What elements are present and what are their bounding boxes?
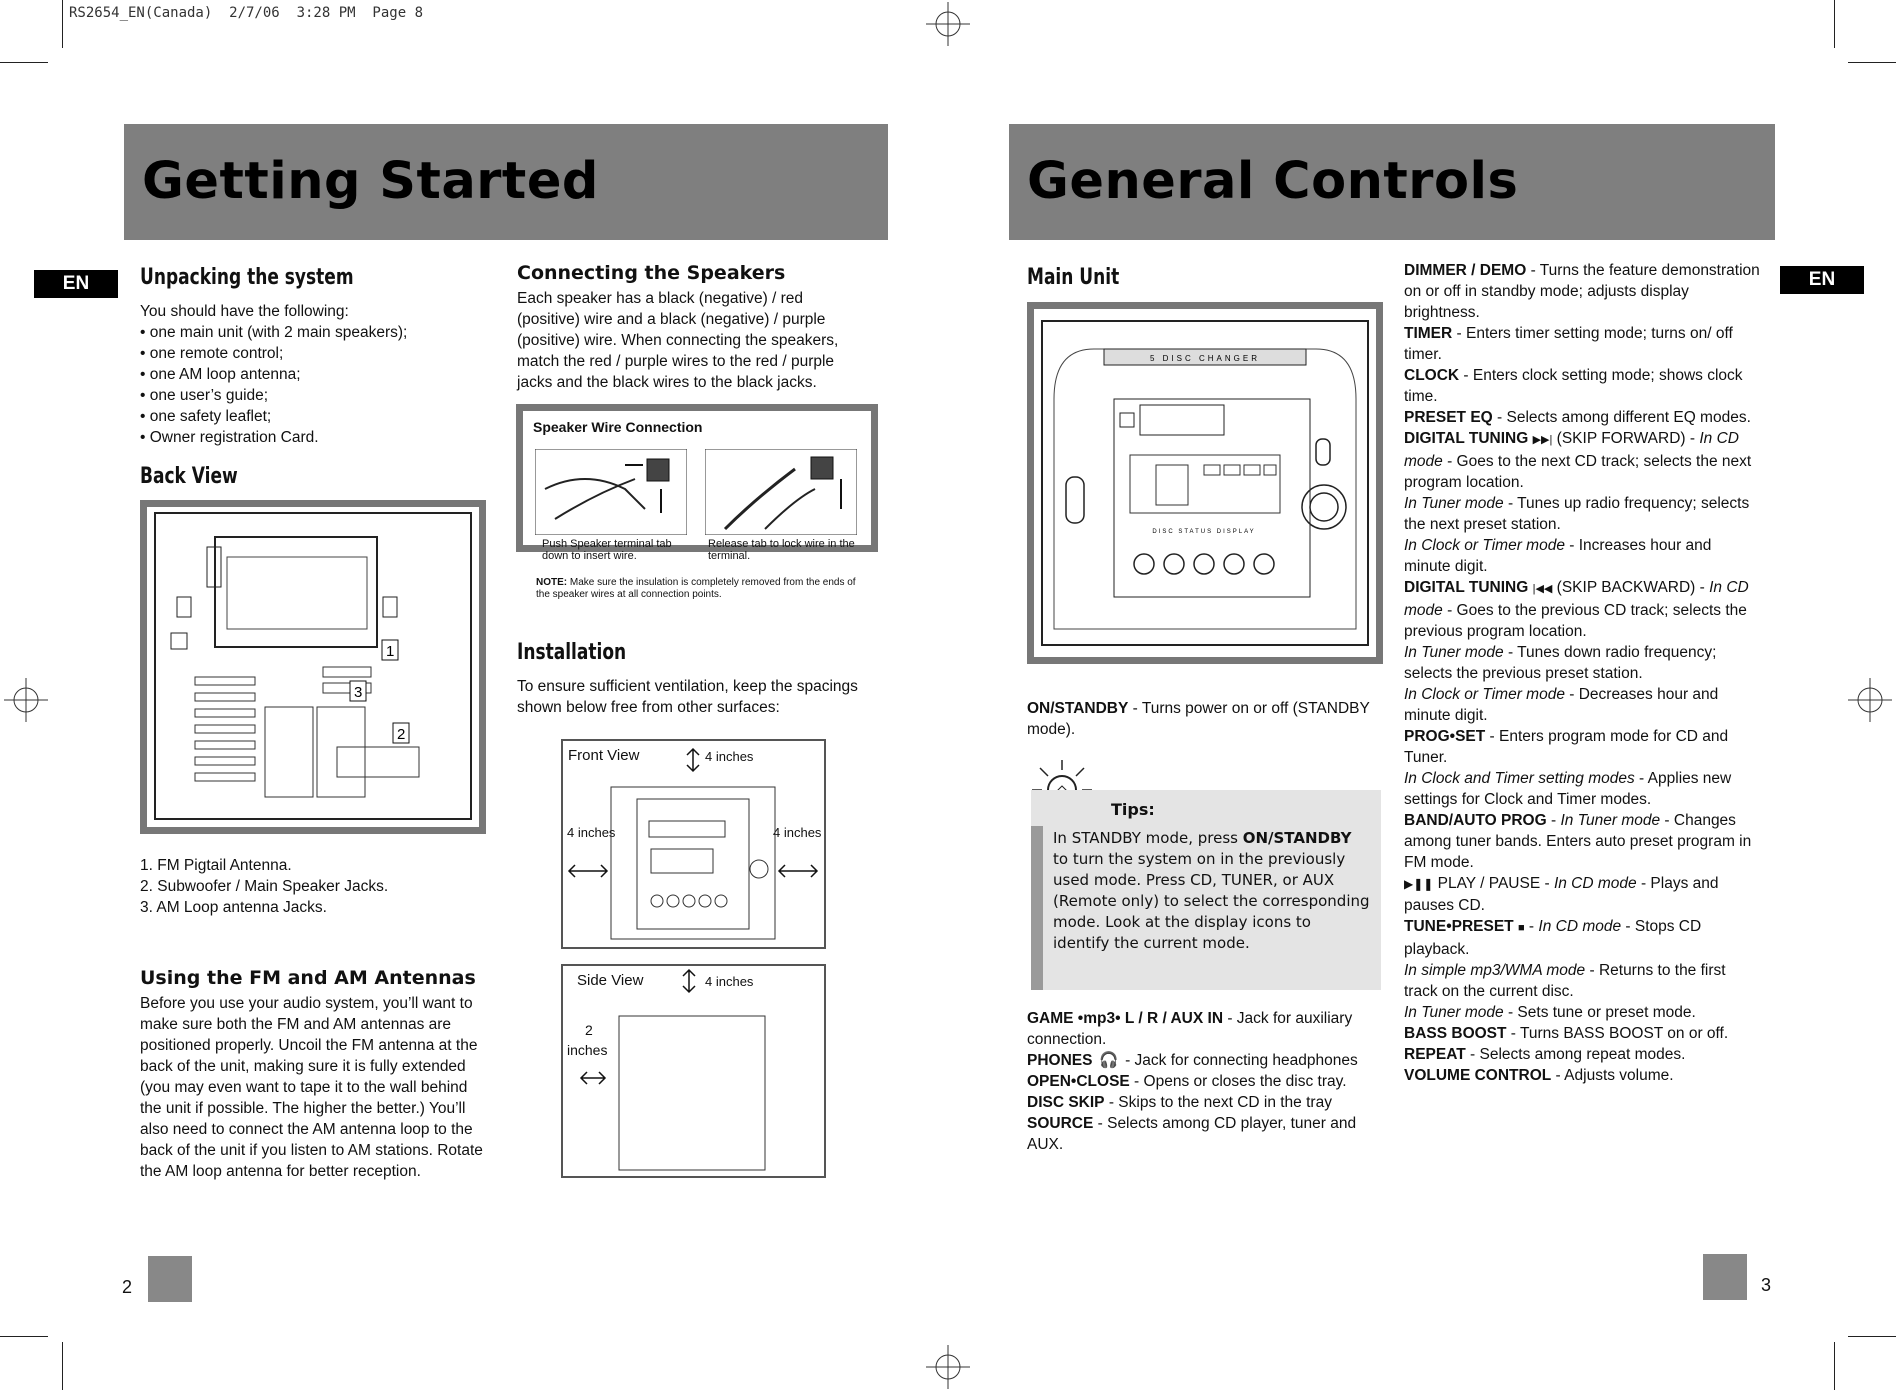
crop-mark <box>0 62 48 63</box>
control-text: - Enters program mode for CD and Tuner. <box>1404 728 1729 766</box>
control-item <box>1404 407 1760 428</box>
control-label: OPEN•CLOSE <box>1027 1073 1130 1090</box>
mode-label: In CD mode <box>1404 579 1749 619</box>
control-item <box>1404 916 1760 960</box>
callout-1: 1 <box>386 643 395 660</box>
callout-2: 2 <box>397 726 406 743</box>
page-title: General Controls <box>1027 152 1519 211</box>
control-item <box>1404 1023 1760 1044</box>
main-unit-heading: Main Unit <box>1027 265 1120 290</box>
controls-list <box>1404 260 1760 1086</box>
control-item <box>1404 642 1760 684</box>
control-label: PROG•SET <box>1404 728 1486 745</box>
control-item <box>1404 684 1760 726</box>
dim-side-2: 2 <box>585 1022 593 1038</box>
control-item <box>1404 323 1760 365</box>
release-tab-illustration <box>705 449 857 535</box>
control-text: - Returns to the first track on the current disc. <box>1404 962 1726 1000</box>
crop-mark <box>62 1342 63 1390</box>
page-title: Getting Started <box>142 152 599 211</box>
lower-controls <box>1027 1008 1377 1155</box>
control-text: - Selects among CD player, tuner and AUX. <box>1027 1115 1357 1153</box>
dim-left: 4 inches <box>567 825 616 840</box>
list-item: • Owner registration Card. <box>140 427 490 448</box>
legend-item: 3. AM Loop antenna Jacks. <box>140 899 327 916</box>
list-item: • one AM loop antenna; <box>140 364 490 385</box>
control-label: DIGITAL TUNING <box>1404 579 1529 596</box>
control-item <box>1404 577 1760 642</box>
control-item <box>1404 960 1760 1002</box>
control-item <box>1404 810 1760 873</box>
control-text: - Sets tune or preset mode. <box>1503 1004 1696 1021</box>
registration-mark-top <box>926 2 970 46</box>
control-label: DISC SKIP <box>1027 1094 1105 1111</box>
control-label: DIGITAL TUNING <box>1404 430 1529 447</box>
unit-back-illustration <box>147 507 479 827</box>
mode-label: In CD mode <box>1553 875 1637 892</box>
main-unit-illustration <box>1034 309 1376 657</box>
control-item <box>1027 1008 1377 1050</box>
control-label: PHONES <box>1027 1052 1093 1069</box>
control-label: BAND/AUTO PROG <box>1404 812 1547 829</box>
control-text: - Plays and pauses CD. <box>1404 875 1719 914</box>
note-text: Make sure the insulation is completely removed from the ends of the speaker wires at all connection points. <box>536 577 856 600</box>
crop-mark <box>1848 62 1896 63</box>
control-text: - Increases hour and minute digit. <box>1404 537 1712 575</box>
legend-item: 1. FM Pigtail Antenna. <box>140 857 292 874</box>
control-item <box>1027 1113 1377 1155</box>
control-item <box>1404 260 1760 323</box>
dim-side-top: 4 inches <box>705 974 754 989</box>
mode-label: In CD mode <box>1538 918 1622 935</box>
device-label: 5 DISC CHANGER <box>1149 354 1261 363</box>
control-item <box>1404 1044 1760 1065</box>
control-label: SOURCE <box>1027 1115 1094 1132</box>
control-text: - Changes among tuner bands. Enters auto preset program in FM mode. <box>1404 812 1752 871</box>
crop-mark <box>62 0 63 48</box>
speaker-note <box>536 577 856 601</box>
antennas-body: Before you use your audio system, you’ll want to make sure both the FM and AM antennas are positioned properly. Uncoil the FM antenna at the back of the unit, making sure it is fully extended (you may even want to tape it to the wall behind the unit if possible. The higher the better.) You’ll also need to connect the AM antenna loop to the back of the unit if you listen to AM stations. Rotate the AM loop antenna for better reception. <box>140 995 483 1180</box>
skip-backward-icon: |◀◀ <box>1532 583 1553 595</box>
control-label: BASS BOOST <box>1404 1025 1507 1042</box>
control-item <box>1404 1065 1760 1086</box>
print-header: RS2654_EN(Canada) 2/7/06 3:28 PM Page 8 <box>69 5 424 21</box>
dim-side-inches: inches <box>567 1042 608 1058</box>
control-text: - Adjusts volume. <box>1551 1067 1674 1084</box>
crop-mark <box>0 1336 48 1337</box>
back-view-legend <box>140 855 480 918</box>
list-item: • one user’s guide; <box>140 385 490 406</box>
control-label: GAME •mp3• L / R / AUX IN <box>1027 1010 1224 1027</box>
control-text: - Selects among different EQ modes. <box>1492 409 1751 426</box>
mode-label: In Tuner mode <box>1404 495 1504 512</box>
tips-title: Tips: <box>1111 800 1155 819</box>
mode-label: In Clock and Timer setting modes <box>1404 770 1635 787</box>
language-tab: EN <box>1780 266 1864 294</box>
tips-text-b: to turn the system on in the previously used mode. Press CD, TUNER, or AUX (Remote only) to select the corresponding mode. Look at the display icons to identify the current mode. <box>1053 850 1370 952</box>
control-text: - Skips to the next CD in the tray <box>1104 1094 1332 1111</box>
list-item: • one remote control; <box>140 343 490 364</box>
display-label: DISC STATUS DISPLAY <box>1152 529 1256 535</box>
control-label: TIMER <box>1404 325 1453 342</box>
page-tab-right <box>1703 1254 1747 1300</box>
control-item <box>1404 768 1760 810</box>
dim-top: 4 inches <box>705 749 754 764</box>
side-view-label: Side View <box>577 972 644 989</box>
control-label: REPEAT <box>1404 1046 1466 1063</box>
control-text: - Applies new settings for Clock and Timer modes. <box>1404 770 1732 808</box>
back-view-heading: Back View <box>140 464 238 489</box>
crop-mark <box>1834 1342 1835 1390</box>
control-item <box>1404 1002 1760 1023</box>
mode-label: In Clock or Timer mode <box>1404 686 1565 703</box>
control-text: - Goes to the next CD track; selects the next program location. <box>1404 453 1752 491</box>
page-number-left: 2 <box>122 1277 133 1297</box>
antennas-heading: Using the FM and AM Antennas <box>140 967 476 989</box>
mode-label: In Tuner mode <box>1560 812 1661 829</box>
tips-left-bar <box>1031 826 1043 990</box>
control-item <box>1404 493 1760 535</box>
mode-label: In Clock or Timer mode <box>1404 537 1565 554</box>
language-tab: EN <box>34 270 118 298</box>
headphones-icon: 🎧 <box>1099 1052 1119 1069</box>
control-text: (SKIP FORWARD) - <box>1552 430 1700 447</box>
tips-text-bold: ON/STANDBY <box>1242 829 1352 847</box>
on-standby-label: ON/STANDBY <box>1027 700 1129 717</box>
control-label: DIMMER / DEMO <box>1404 262 1527 279</box>
play-pause-icon: ▶❚❚ <box>1404 877 1434 891</box>
back-view-figure <box>140 500 486 834</box>
control-text: - Turns BASS BOOST on or off. <box>1506 1025 1729 1042</box>
control-text: - Selects among repeat modes. <box>1465 1046 1686 1063</box>
crop-mark <box>1834 0 1835 48</box>
control-item <box>1404 726 1760 768</box>
side-view-figure <box>561 964 826 1178</box>
control-text: (SKIP BACKWARD) - <box>1552 579 1710 596</box>
figure-title: Speaker Wire Connection <box>533 419 703 435</box>
installation-body: To ensure sufficient ventilation, keep the spacings shown below free from other surfaces: <box>517 678 858 716</box>
list-item: • one main unit (with 2 main speakers); <box>140 322 490 343</box>
control-label: TUNE•PRESET <box>1404 918 1514 935</box>
control-item <box>1027 1071 1377 1092</box>
tips-box <box>1031 790 1381 990</box>
list-item: • one safety leaflet; <box>140 406 490 427</box>
unpacking-list <box>140 301 490 448</box>
front-view-illustration <box>563 741 824 947</box>
control-text: - Opens or closes the disc tray. <box>1129 1073 1347 1090</box>
control-text: - Enters timer setting mode; turns on/ off timer. <box>1404 325 1733 363</box>
unpacking-heading: Unpacking the system <box>140 265 354 290</box>
tips-text-a: In STANDBY mode, press <box>1053 829 1243 847</box>
control-text: - Decreases hour and minute digit. <box>1404 686 1719 724</box>
legend-item: 2. Subwoofer / Main Speaker Jacks. <box>140 878 389 895</box>
front-view-label: Front View <box>568 747 640 764</box>
unpacking-intro: You should have the following: <box>140 303 349 320</box>
mode-label: In CD mode <box>1404 430 1739 470</box>
control-text: - Goes to the previous CD track; selects the previous program location. <box>1404 602 1747 640</box>
mode-label: In Tuner mode <box>1404 644 1504 661</box>
callout-3: 3 <box>354 684 363 701</box>
control-item <box>1027 1092 1377 1113</box>
main-unit-figure <box>1027 302 1383 664</box>
page-tab-left <box>148 1256 192 1302</box>
left-title-banner <box>124 124 888 240</box>
dim-right: 4 inches <box>773 825 822 840</box>
speakers-heading: Connecting the Speakers <box>517 262 786 284</box>
control-text: - Jack for connecting headphones <box>1120 1052 1358 1069</box>
control-label: PRESET EQ <box>1404 409 1493 426</box>
control-text: - Tunes up radio frequency; selects the next preset station. <box>1404 495 1750 533</box>
registration-mark-left <box>4 678 48 722</box>
control-text: - Turns the feature demonstration on or off in standby mode; adjusts display brightness. <box>1404 262 1760 321</box>
control-text: - Enters clock setting mode; shows clock time. <box>1404 367 1743 405</box>
control-text: - Stops CD playback. <box>1404 918 1702 958</box>
side-view-illustration <box>563 966 824 1176</box>
on-standby-desc <box>1027 698 1377 740</box>
caption-release-text: Release tab to lock wire in the terminal. <box>708 538 855 562</box>
control-text: PLAY / PAUSE - <box>1433 875 1554 892</box>
control-item <box>1404 873 1760 916</box>
installation-heading: Installation <box>517 640 627 665</box>
control-item <box>1027 1050 1377 1071</box>
control-text: - Tunes down radio frequency; selects the previous preset station. <box>1404 644 1717 682</box>
control-text: - <box>1524 918 1539 935</box>
mode-label: In Tuner mode <box>1404 1004 1504 1021</box>
stop-icon: ■ <box>1517 922 1525 934</box>
control-label: VOLUME CONTROL <box>1404 1067 1552 1084</box>
page-number-right: 3 <box>1761 1275 1772 1295</box>
on-standby-text: - Turns power on or off (STANDBY mode). <box>1027 700 1370 738</box>
registration-mark-bottom <box>926 1345 970 1389</box>
control-text: - Jack for auxiliary connection. <box>1027 1010 1353 1048</box>
caption-push-text: Push Speaker terminal tab down to insert wire. <box>542 538 672 562</box>
front-view-figure <box>561 739 826 949</box>
skip-forward-icon: ▶▶| <box>1532 434 1553 446</box>
speakers-body: Each speaker has a black (negative) / red (positive) wire and a black (negative) / purple (positive) wire. When connecting the speakers, match the red / purple wires to the red / purple jacks and the black wires to the black jacks. <box>517 290 839 391</box>
push-tab-illustration <box>535 449 687 535</box>
control-item <box>1404 535 1760 577</box>
crop-mark <box>1848 1336 1896 1337</box>
mode-label: In simple mp3/WMA mode <box>1404 962 1586 979</box>
control-item <box>1404 365 1760 407</box>
registration-mark-right <box>1848 678 1892 722</box>
control-text: - <box>1546 812 1561 829</box>
control-label: CLOCK <box>1404 367 1460 384</box>
tips-text <box>1053 828 1371 954</box>
note-label: NOTE: <box>536 577 568 588</box>
speaker-wire-figure <box>516 404 878 552</box>
control-item <box>1404 428 1760 493</box>
right-title-banner <box>1009 124 1775 240</box>
